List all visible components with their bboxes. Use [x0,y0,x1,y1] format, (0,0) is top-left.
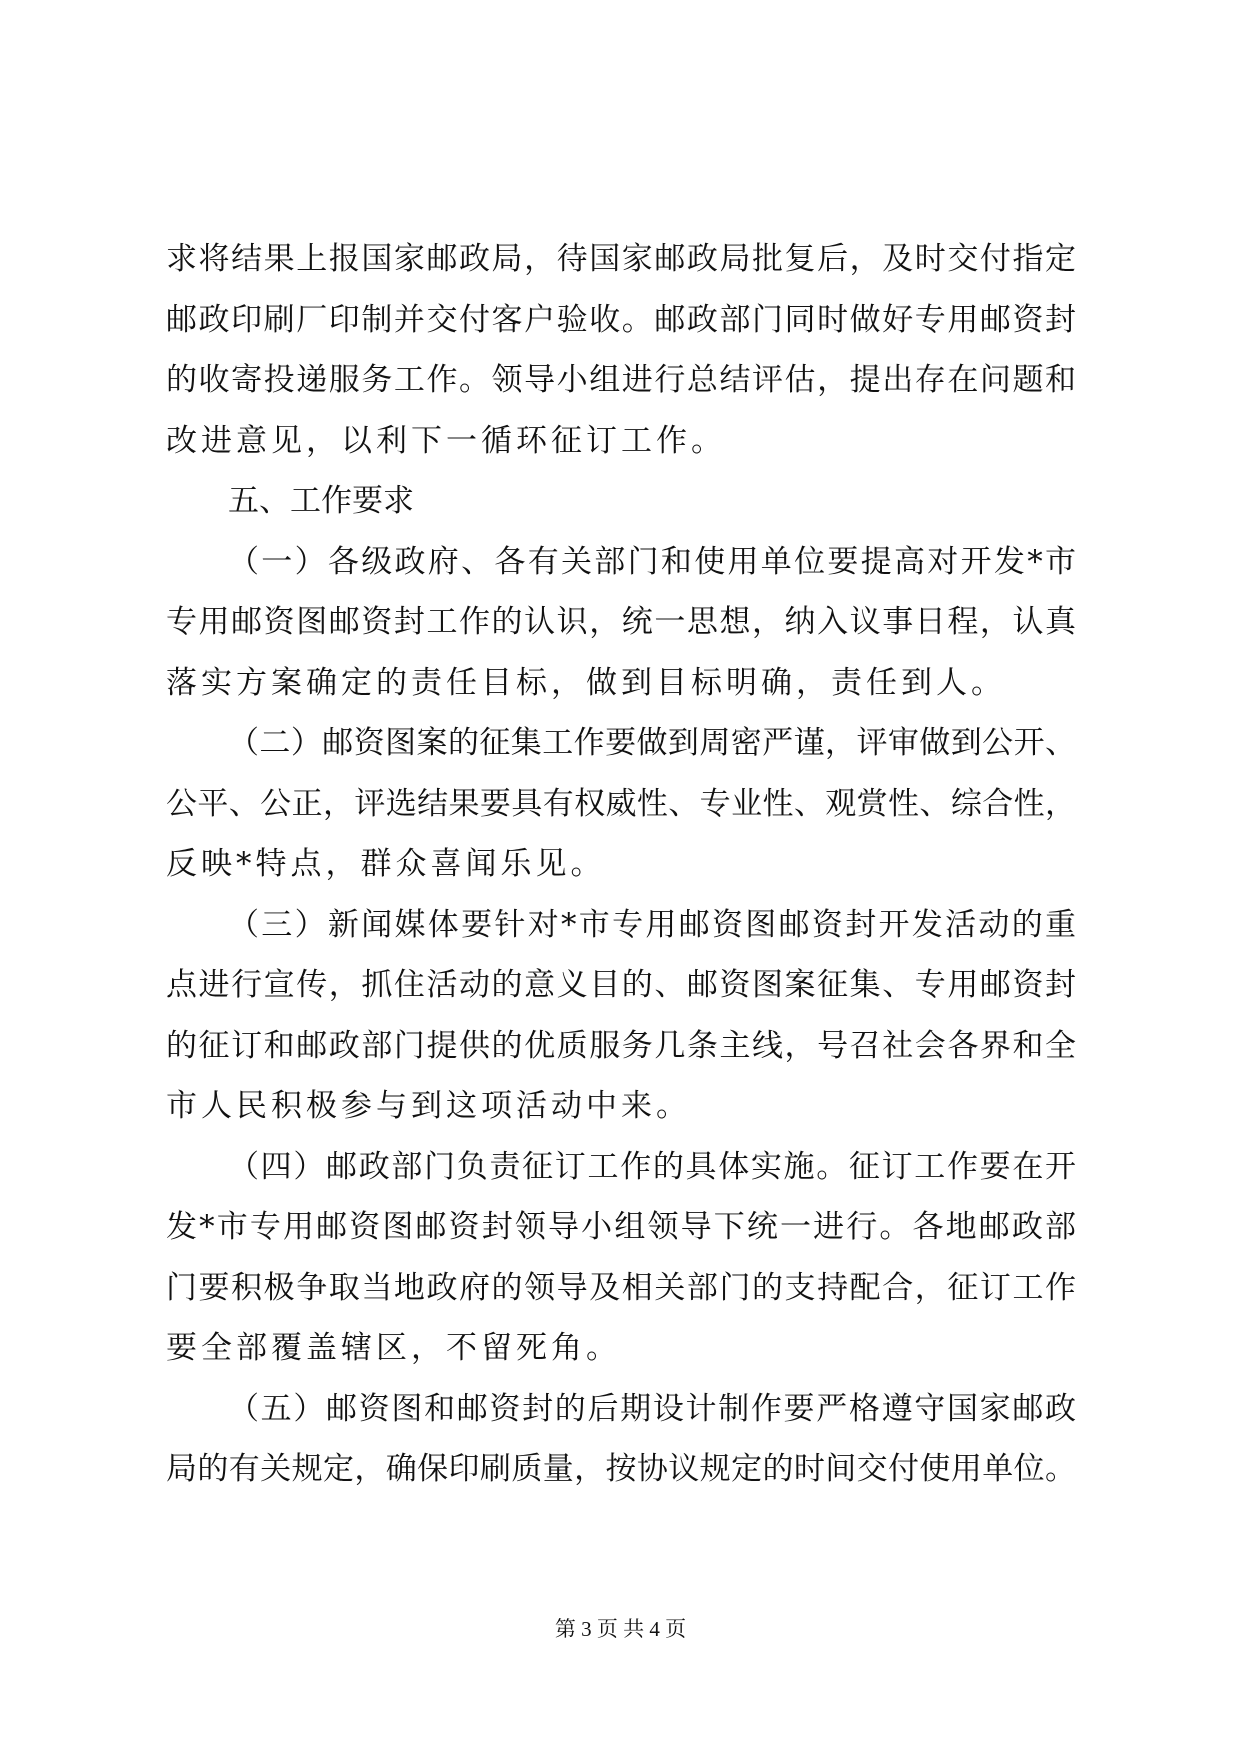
paragraph-line: （二）邮资图案的征集工作要做到周密严谨，评审做到公开、 [228,725,1076,761]
paragraph-line: 发*市专用邮资图邮资封领导小组领导下统一进行。各地邮政部 [166,1209,1076,1245]
paragraph-line: 改进意见，以利下一循环征订工作。 [166,422,726,459]
paragraph-line: （三）新闻媒体要针对*市专用邮资图邮资封开发活动的重 [228,906,1076,943]
paragraph-line: 局的有关规定，确保印刷质量，按协议规定的时间交付使用单位。 [166,1451,1076,1487]
body-text [166,229,1076,1500]
paragraph-line: 点进行宣传，抓住活动的意义目的、邮资图案征集、专用邮资封 [166,967,1076,1003]
paragraph-line: 门要积极争取当地政府的领导及相关部门的支持配合，征订工作 [166,1269,1076,1306]
paragraph-line: 专用邮资图邮资封工作的认识，统一思想，纳入议事日程，认真 [166,604,1076,640]
paragraph-line: 要全部覆盖辖区，不留死角。 [166,1330,621,1366]
paragraph-line: 落实方案确定的责任目标，做到目标明确，责任到人。 [166,664,1006,701]
paragraph-line: 求将结果上报国家邮政局，待国家邮政局批复后，及时交付指定 [166,241,1076,277]
paragraph-line: 的收寄投递服务工作。领导小组进行总结评估，提出存在问题和 [166,362,1076,398]
section-heading: 五、工作要求 [228,483,414,519]
paragraph-line: 公平、公正，评选结果要具有权威性、专业性、观赏性、综合性， [166,785,1076,822]
paragraph-line: （一）各级政府、各有关部门和使用单位要提高对开发*市 [228,543,1076,580]
page-number-footer: 第 3 页 共 4 页 [554,1617,687,1641]
paragraph-line: 的征订和邮政部门提供的优质服务几条主线，号召社会各界和全 [166,1027,1076,1064]
paragraph-line: （四）邮政部门负责征订工作的具体实施。征订工作要在开 [228,1148,1076,1185]
paragraph-line: 市人民积极参与到这项活动中来。 [166,1088,691,1124]
paragraph-line: 邮政印刷厂印制并交付客户验收。邮政部门同时做好专用邮资封 [166,301,1076,338]
paragraph-line: 反映*特点，群众喜闻乐见。 [166,846,606,882]
paragraph-line: （五）邮资图和邮资封的后期设计制作要严格遵守国家邮政 [228,1390,1076,1427]
